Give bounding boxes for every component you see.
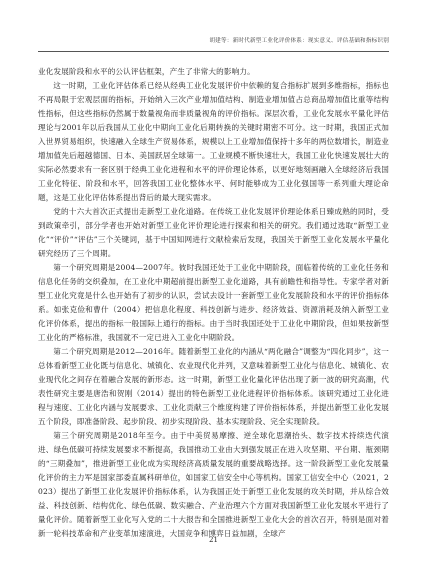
running-header: 胡建等：新时代新型工业化评价体系：现实意义、评估基础和指标识别	[209, 38, 389, 44]
header-rule	[38, 51, 389, 52]
paragraph: 业化发展阶段和水平的公认评估框架，产生了非常大的影响力。	[38, 67, 255, 76]
page-number: 21	[209, 536, 218, 544]
body-text	[38, 65, 389, 541]
paragraph: 这一时期，工业化评估体系已经从经典工业化发展评价中依赖的复合指标扩展到多维指标，指标也不再局限于宏观层面的指标，开始纳入三次产业增加值结构、制造业增加值占总商品增加值比重等结构性指标，但这些指标仍然属于数量视角而非质量视角的评价指标。深层次看，工业化发展水平量化评估理论与2001年以后我国从工业化中期向工业化后期转换的关键时期密不可分。这一时期，我国正式加入世界贸易组织，快速融入全球生产贸易体系，规模以上工业增加值保持十多年的两位数增长，制造业增加值先后超越德国、日本、美国跃居全球第一。工业规模不断快速壮大，我国工业化快速发展壮大的实际必然要求有一套区别于经典工业化进程和水平的评价理论体系，以更好地刻画融入全球经济后我国工业化特征、阶段和水平，回答我国工业化整体水平、何时能够成为工业化强国等一系列重大理论命题，这是工业化评估体系提出背后的最大现实需求。	[38, 81, 389, 202]
paragraph: 第三个研究周期是2018年至今。由于中美贸易摩擦、逆全球化思潮抬头、数字技术持续迭代演进、绿色低碳可持续发展要求不断提高，我国推动工业由大到强发展正在进入攻坚期、平台期、瓶颈期的“三期叠加”，推进新型工业化成为实现经济高质量发展的重要战略选择。这一阶段新型工业化发展量化评价的主力军是国家部委直属科研单位，如国家工信安全中心等机构。国家工信安全中心（2021，2023）提出了新型工业化发展评价指标体系，认为我国正处于新型工业化发展的攻关时期，并从综合效益、科技创新、结构优化、绿色低碳、数实融合、产业治理六个方面对我国新型工业化发展水平进行了量化评价。随着新型工业化写入党的二十大报告和全国推进新型工业化大会的首次召开，特别是面对着新一轮科技革命和产业变革加速演进，大国竞争和博弈日益加剧，全球产	[38, 431, 389, 538]
paragraph: 第二个研究周期是2012—2016年。随着新型工业化的内涵从“两化融合”调整为“四化同步”，这一总体看新型工业化既与信息化、城镇化、农业现代化并列，又意味着新型工业化与信息化、城镇化、农业现代化之间存在着融合发展的新形态。这一时期，新型工业化量化评估出现了新一波的研究高潮，代表性研究主要是唐浩和贺刚（2014）提出的特色新型工业化进程评价指标体系。该研究通过工业化进程与速度、工业化内涵与发展要求、工业化贡献三个维度构建了评价指标体系，并提出新型工业化发展五个阶段，即准备阶段、起步阶段、初步实现阶段、基本实现阶段、完全实现阶段。	[38, 347, 389, 426]
paragraph: 党的十六大首次正式提出走新型工业化道路。在传统工业化发展评价理论体系日臻成熟的同时，受到政策牵引，部分学者也开始对新型工业化评价理论进行探索和相关的研究。我们通过选取“新型工业化”“评价”“评估”三个关键词，基于中国知网进行文献检索后发现，我国关于新型工业化发展水平量化研究经历了三个周期。	[38, 207, 389, 258]
paragraph: 第一个研究周期是2004—2007年。彼时我国还处于工业化中期阶段，面临着传统的工业化任务和信息化任务的交织叠加，在工业化中期超前提出新型工业化道路，具有前瞻性和指导性。专家学者对新型工业化究竟是什么也开始有了初步的认识，尝试去设计一套新型工业化发展阶段和水平的评价指标体系。如张克俭和曹什（2004）把信息化程度、科技创新与进步、经济效益、资源消耗及纳入新型工业化评价体系，提出的指标一般国际上通行的指标。由于当时我国还处于工业化中期阶段，但如果按新型工业化的严格标准，我国就不一定已进入工业化中期阶段。	[38, 263, 389, 342]
